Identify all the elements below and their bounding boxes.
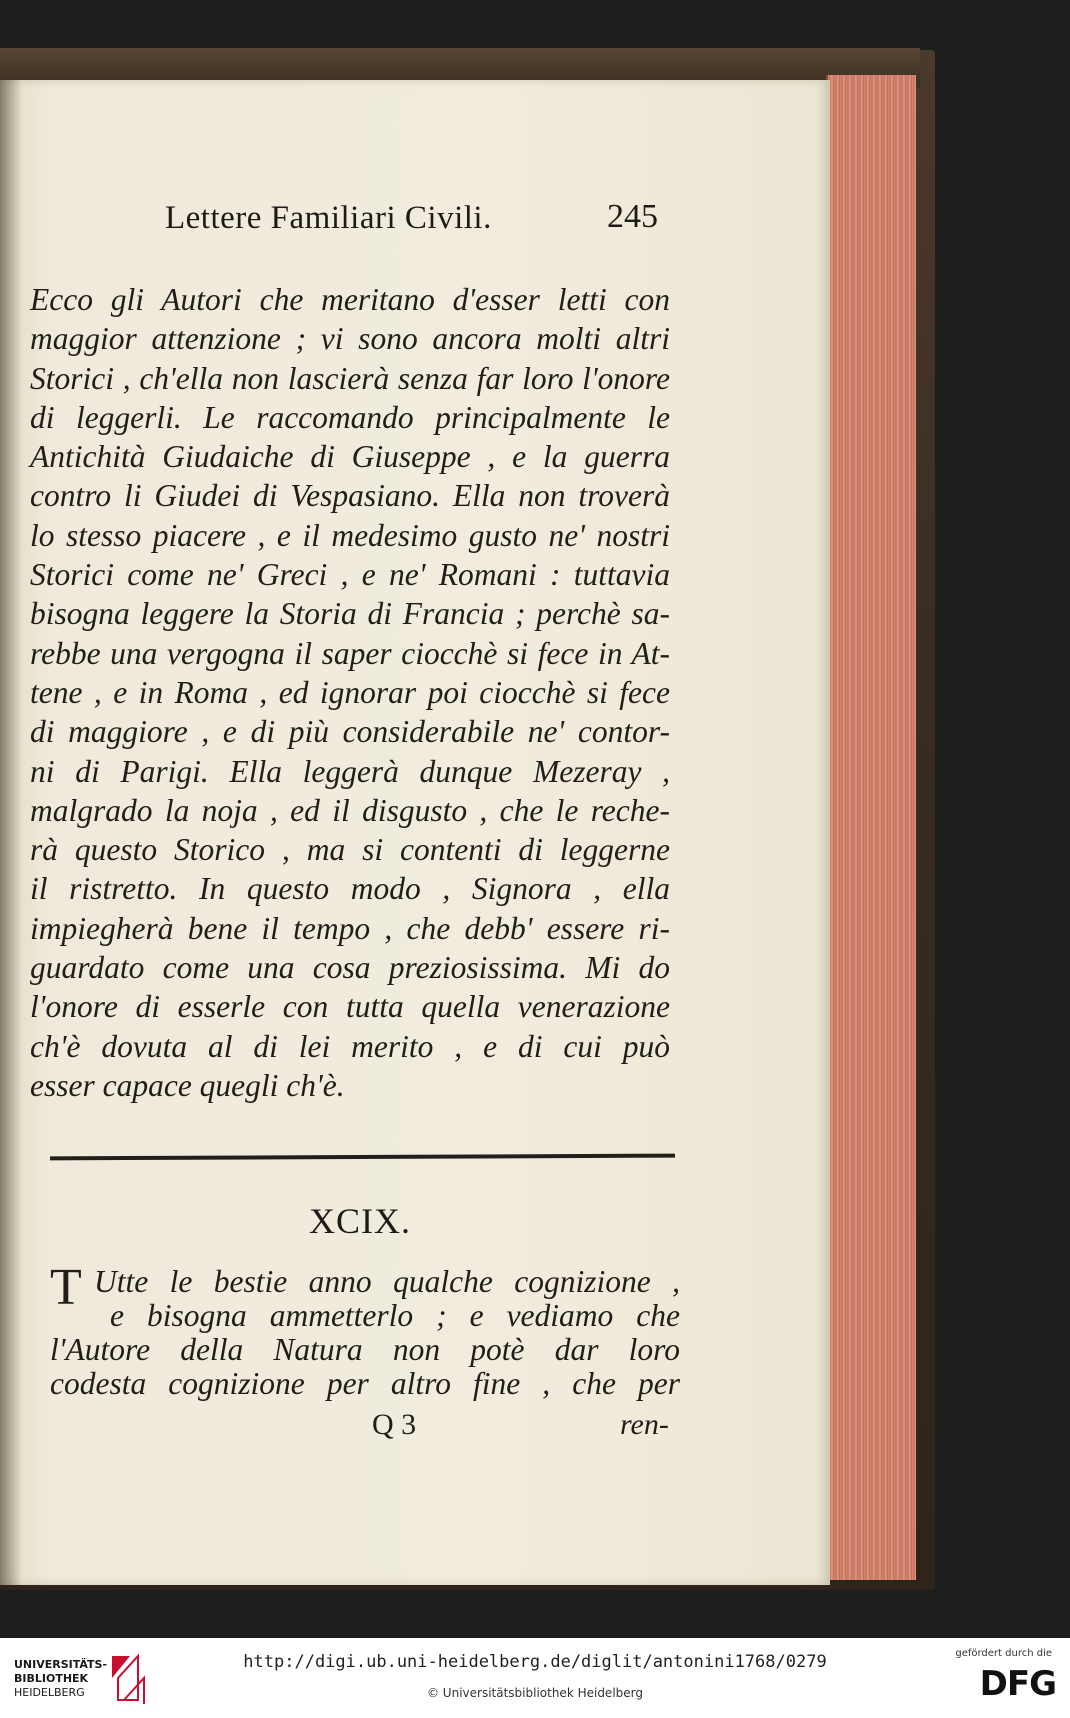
text-line: ni di Parigi. Ella leggerà dunque Mezeray , (30, 753, 670, 789)
text-line: contro li Giudei di Vespasiano. Ella non troverà (30, 478, 670, 514)
text-line: tene , e in Roma , ed ignorar poi ciocchè si fece (30, 674, 670, 710)
text-line: codesta cognizione per altro fine , che per (50, 1366, 680, 1401)
text-line: rà questo Storico , ma si contenti di leggerne (30, 832, 670, 868)
section-number: XCIX. (309, 1201, 411, 1241)
letter-body (30, 280, 670, 1105)
dfg-logo[interactable]: DFG (979, 1664, 1056, 1704)
text-line: rebbe una vergogna il saper ciocchè si fece in At- (30, 635, 670, 671)
text-line: l'Autore della Natura non potè dar loro (50, 1332, 680, 1367)
drop-cap: T (50, 1259, 82, 1316)
library-line: HEIDELBERG (14, 1686, 85, 1699)
text-line: ch'è dovuta al di lei merito , e di cui può (30, 1028, 670, 1064)
text-line: l'onore di esserle con tutta quella venerazione (30, 989, 670, 1025)
text-line: guardato come una cosa preziosissima. Mi do (30, 950, 670, 986)
text-line: lo stesso piacere , e il medesimo gusto ne' nostri (30, 517, 670, 553)
text-line: bisogna leggere la Storia di Francia ; perchè sa- (30, 596, 670, 632)
library-line: UNIVERSITÄTS- (14, 1658, 108, 1671)
text-line: Antichità Giudaiche di Giuseppe , e la guerra (30, 439, 670, 475)
funded-by-label: gefördert durch die (955, 1648, 1052, 1659)
next-letter-body (50, 1265, 680, 1401)
text-line: maggior attenzione ; vi sono ancora molti altri (30, 321, 670, 357)
text-line: esser capace quegli ch'è. (30, 1067, 345, 1103)
signature-mark: Q 3 (372, 1408, 417, 1441)
text-line: il ristretto. In questo modo , Signora , ella (30, 871, 670, 907)
running-head: Lettere Familiari Civili. (165, 200, 492, 236)
page-url-link[interactable]: http://digi.ub.uni-heidelberg.de/diglit/antonini1768/0279 (243, 1652, 827, 1672)
text-line: di maggiore , e di più considerabile ne' contor- (30, 714, 670, 750)
page-number: 245 (607, 198, 658, 235)
page-fore-edge (826, 75, 916, 1580)
viewer-footer (0, 1638, 1070, 1718)
text-line: Storici , ch'ella non lascierà senza far loro l'onore (30, 360, 670, 396)
copyright-notice: © Universitätsbibliothek Heidelberg (426, 1686, 643, 1700)
text-line: Utte le bestie anno qualche cognizione , (94, 1264, 680, 1299)
text-line: Storici come ne' Greci , e ne' Romani : tuttavia (30, 557, 670, 593)
catchword: ren- (620, 1408, 669, 1441)
text-line: Ecco gli Autori che meritano d'esser letti con (30, 282, 670, 317)
text-line: malgrado la noja , ed il disgusto , che le reche- (30, 792, 670, 828)
text-line: e bisogna ammetterlo ; e vediamo che (110, 1298, 680, 1333)
gutter-shadow (0, 80, 22, 1585)
text-line: impiegherà bene il tempo , che debb' essere ri- (30, 910, 670, 946)
library-line: BIBLIOTHEK (14, 1672, 89, 1685)
text-line: di leggerli. Le raccomando principalmente le (30, 399, 670, 435)
